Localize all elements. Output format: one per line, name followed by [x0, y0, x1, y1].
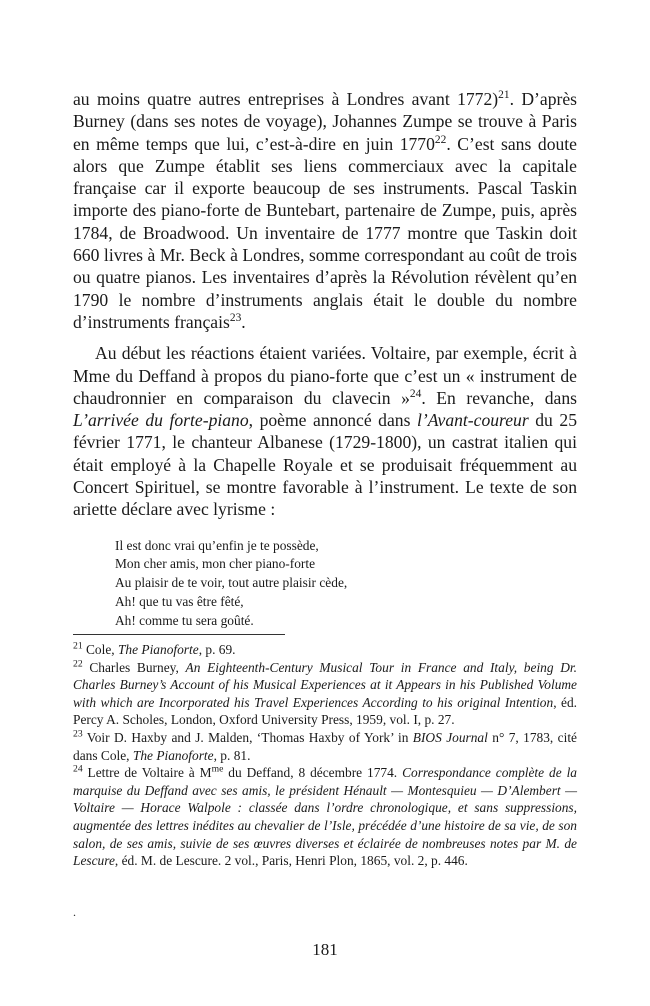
journal-title: l’Avant-coureur — [416, 410, 529, 431]
footnote-text: , éd. M. de Lescure. 2 vol., Paris, Henri Plon, 1865, vol. 2, p. 446. — [114, 853, 468, 869]
footnote-22 — [73, 659, 577, 729]
quote-line: Ah! comme tu sera goûté. — [115, 612, 254, 628]
superscript-abbrev: me — [211, 763, 224, 775]
paragraph-text: Au début les réactions étaient variées. Voltaire, par exemple, écrit à Mme du Deffand à propos du piano-forte que c’est un « instrument de chaudronnier en comparaison du clavecin » — [73, 343, 577, 408]
book-title: The Pianoforte — [117, 642, 199, 657]
footnote-24 — [73, 764, 577, 870]
paragraph-2 — [73, 342, 577, 520]
book-title: An Eighteenth-Century Musical Tour in France and Italy, being Dr. Charles Burney’s Account of his Musical Experiences at it Appears in his Published Volume with which are Incorporated his Travel Experiences According to his original Intention — [73, 659, 577, 710]
quote-line: Ah! que tu vas être fêté, — [115, 594, 244, 610]
paragraph-text: . C’est sans doute alors que Zumpe établit ses liens commerciaux avec la capitale française car il exporte beaucoup de ses instruments. Pascal Taskin importe des piano-forte de Buntebart, partenaire de Zumpe, puis, après 1784, de Broadwood. Un inventaire de 1777 montre que Taskin doit 660 livres à Mr. Beck à Londres, somme correspondant au coût de trois ou quatre pianos. Les inventaires d’après la Révolution révèlent qu’en 1790 le nombre d’instruments anglais était le double du nombre d’instruments français — [73, 133, 577, 332]
paragraph-text: , poème annoncé dans — [248, 410, 417, 431]
paragraph-text: . En revanche, dans — [421, 387, 577, 408]
footnote-number: 22 — [73, 658, 83, 670]
poem-quote — [115, 537, 577, 631]
paragraph-text: au moins quatre autres entreprises à Londres avant 1772) — [73, 89, 499, 109]
footnote-text: , éd. Percy A. Scholes, London, Oxford University Press, 1959, vol. I, p. 27. — [73, 694, 577, 728]
footnote-ref-22[interactable]: 22 — [434, 133, 447, 146]
footnote-text: , p. 69. — [198, 642, 236, 657]
footnote-text: Voir D. Haxby and J. Malden, ‘Thomas Haxby of York’ in — [82, 729, 413, 745]
footnote-ref-21[interactable]: 21 — [498, 89, 510, 102]
footnote-text: n° 7, 1783, cité dans Cole, — [73, 729, 577, 763]
journal-title: BIOS Journal — [412, 729, 488, 745]
poem-title: L’arrivée du forte-piano — [73, 410, 249, 431]
quote-line: Au plaisir de te voir, tout autre plaisir cède, — [115, 575, 348, 591]
footnote-text: , p. 81. — [213, 747, 251, 763]
quote-line: Mon cher amis, mon cher piano-forte — [115, 556, 316, 572]
footnote-ref-24[interactable]: 24 — [409, 388, 422, 400]
footnote-23 — [73, 729, 577, 764]
book-title: Correspondance complète de la marquise du Deffand avec ses amis, le président Hénault — Montesquieu — D’Alembert — Voltaire — Horace Walpole : classée dans l’ordre chronologique, et sans suppressions, augmentée des lettres inédites au chevalier de l’Isle, précédée d’une histoire de sa vie, de son salon, de ses amis, suivie de ses œuvres diverses et éclairée de nombreuses notes par M. de Lescure — [73, 765, 577, 869]
footnote-text: Cole, — [82, 642, 118, 657]
paragraph-text: du 25 février 1771, le chanteur Albanese (1729-1800), un castrat italien qui était employé à la Chapelle Royale et se produisait fréquemment au Concert Spirituel, se montre favorable à l’instrument. Le texte de son ariette déclare avec lyrisme : — [73, 410, 577, 520]
paragraph-text: . — [241, 311, 246, 332]
footnote-number: 21 — [73, 640, 83, 652]
footnote-text: Lettre de Voltaire à M — [82, 765, 212, 781]
paragraph-1 — [73, 88, 577, 333]
quote-line: Il est donc vrai qu’enfin je te possède, — [115, 537, 319, 553]
page-number: 181 — [312, 940, 338, 959]
trailing-dot: . — [73, 905, 76, 919]
footnote-separator — [73, 634, 285, 635]
page-body — [73, 88, 577, 631]
footnotes — [73, 641, 577, 870]
footnote-number: 23 — [73, 728, 83, 740]
paragraph-text: . D’après Burney (dans ses notes de voyage), Johannes Zumpe se trouve à Paris en même temps que lui, c’est-à-dire en juin 1770 — [73, 89, 578, 154]
footnote-21 — [73, 641, 577, 659]
book-title: The Pianoforte — [132, 747, 214, 763]
footnote-ref-23[interactable]: 23 — [229, 312, 242, 325]
footnote-text: du Deffand, 8 décembre 1774. — [223, 765, 403, 781]
footnote-number: 24 — [73, 763, 83, 775]
footnote-text: Charles Burney, — [82, 659, 186, 675]
